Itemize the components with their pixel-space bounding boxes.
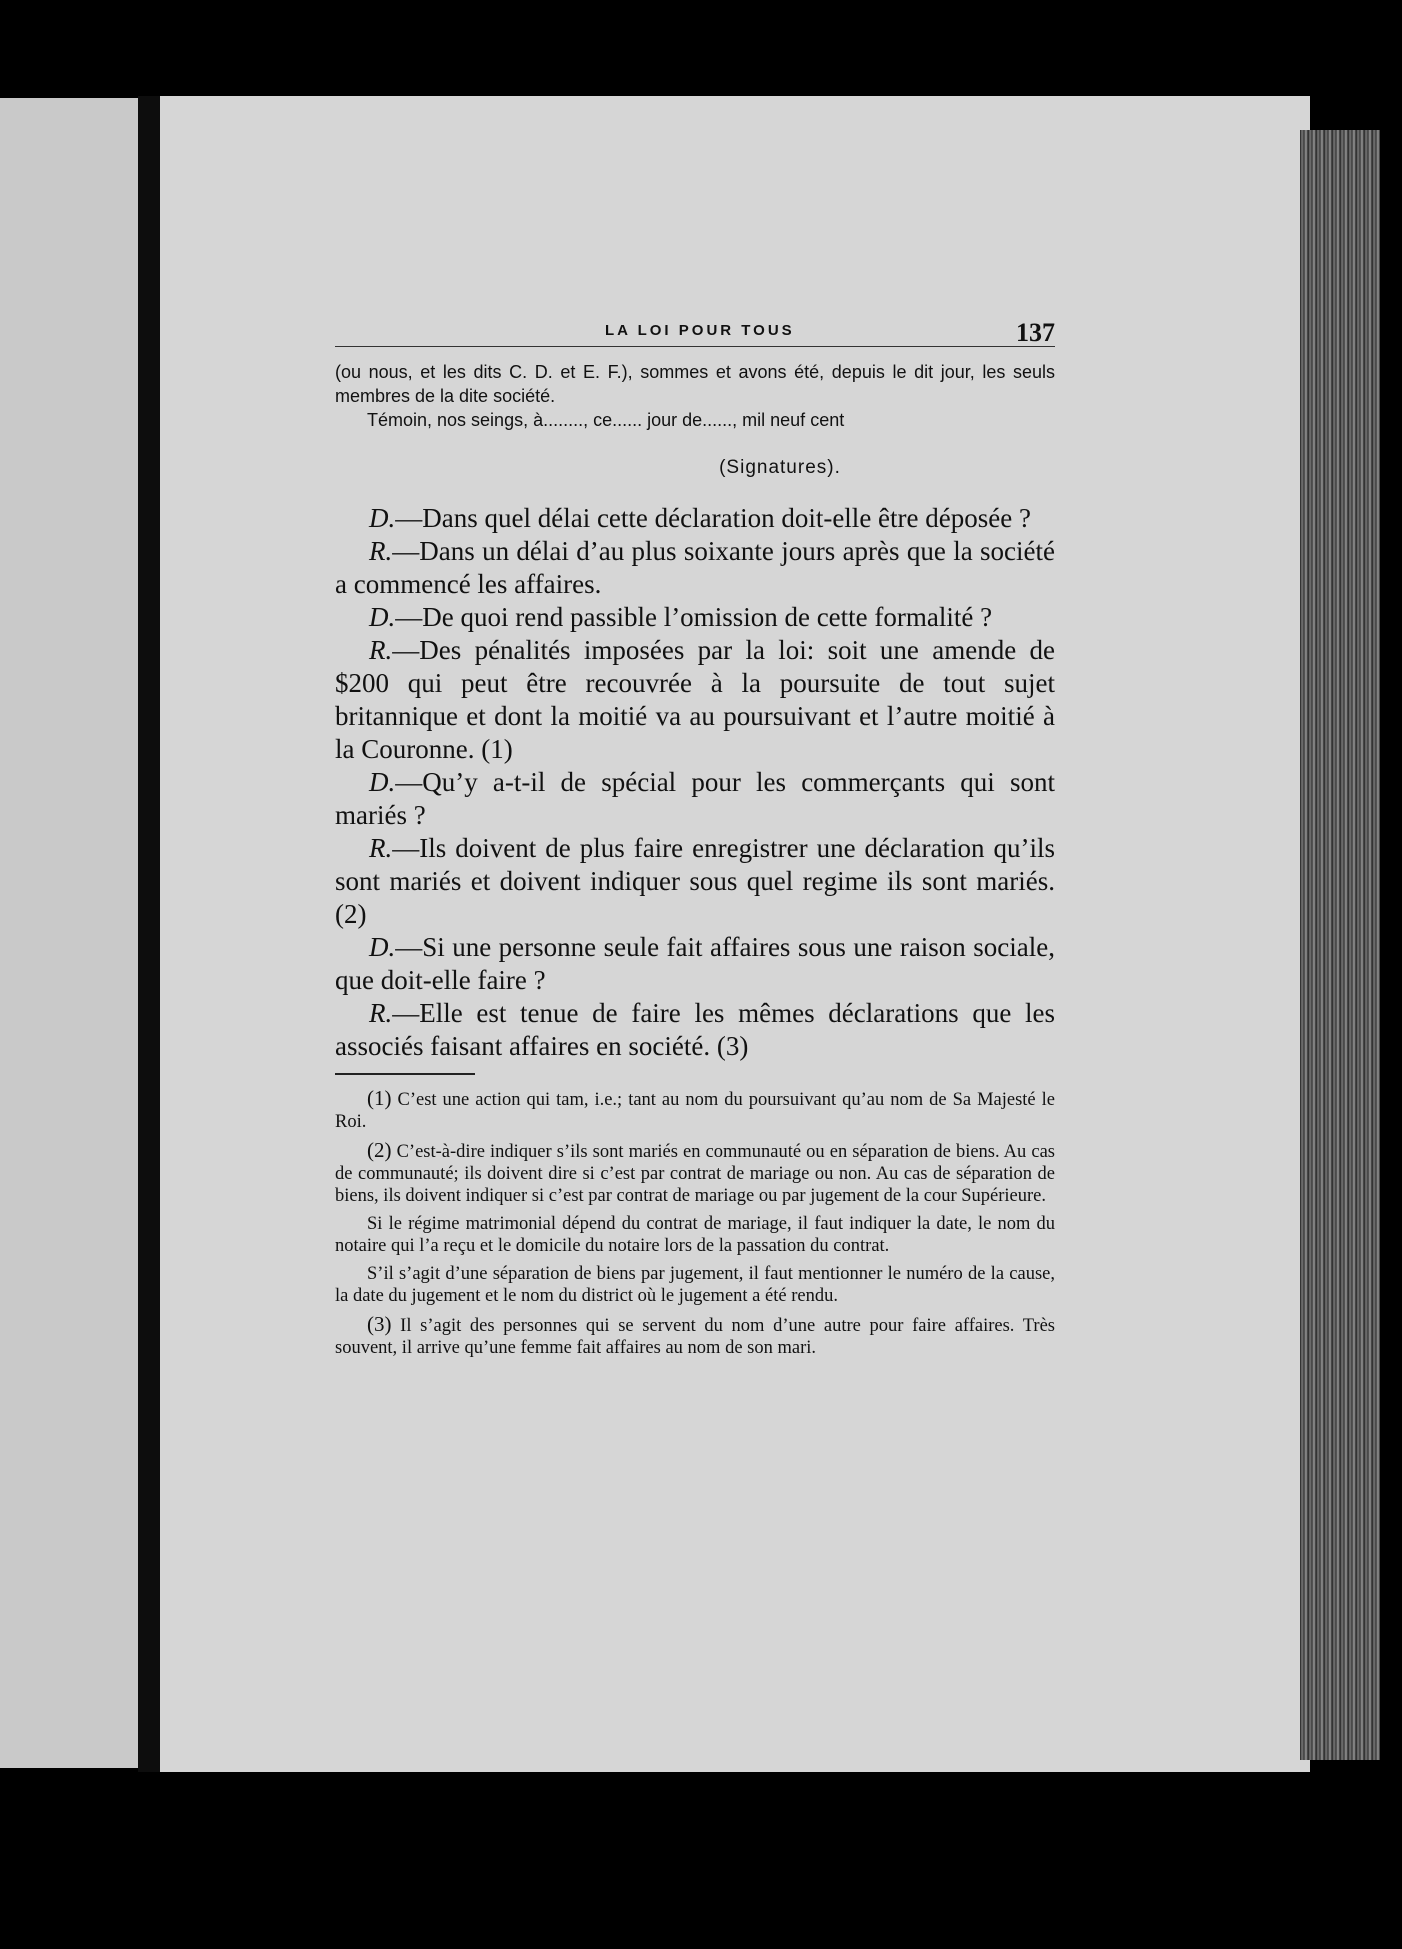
qa-item — [335, 634, 1055, 766]
footnote-continuation — [335, 1213, 1055, 1257]
footnote-number: (2) — [367, 1138, 392, 1162]
footnote-continuation — [335, 1263, 1055, 1307]
qa-label: R. — [369, 635, 393, 665]
qa-label: R. — [369, 536, 393, 566]
qa-text: —Qu’y a-t-il de spécial pour les commerçants qui sont mariés ? — [335, 767, 1055, 830]
intro-paragraph: (ou nous, et les dits C. D. et E. F.), sommes et avons été, depuis le dit jour, les seuls membres de la dite société. — [335, 362, 1055, 406]
page-edges — [1300, 130, 1380, 1760]
qa-item — [335, 535, 1055, 601]
page-content — [335, 318, 1055, 1365]
running-head — [335, 318, 1055, 360]
page-number: 137 — [1016, 318, 1055, 347]
qa-text: —Dans un délai d’au plus soixante jours après que la société a commencé les affaires. — [335, 536, 1055, 599]
qa-label: D. — [369, 767, 396, 797]
signatures-line: (Signatures). — [719, 457, 841, 478]
footnote-number: (3) — [367, 1312, 392, 1336]
footnote — [335, 1139, 1055, 1207]
qa-item — [335, 931, 1055, 997]
footnote-text: Il s’agit des personnes qui se servent du nom d’une autre pour faire affaires. Très souvent, il arrive qu’une femme fait affaires au nom de son mari. — [335, 1316, 1055, 1358]
qa-text: —Elle est tenue de faire les mêmes déclarations que les associés faisant affaires en société. (3) — [335, 998, 1055, 1061]
running-head-title: LA LOI POUR TOUS — [605, 322, 795, 339]
footnote-text: C’est une action qui tam, i.e.; tant au nom du poursuivant qu’au nom de Sa Majesté le Roi. — [335, 1090, 1055, 1132]
footnote-text: S’il s’agit d’une séparation de biens par jugement, il faut mentionner le numéro de la cause, la date du jugement et le nom du district où le jugement a été rendu. — [335, 1264, 1055, 1306]
qa-label: D. — [369, 932, 396, 962]
qa-item — [335, 997, 1055, 1063]
qa-item — [335, 601, 1055, 634]
book-spine — [138, 96, 162, 1772]
qa-text: —Ils doivent de plus faire enregistrer une déclaration qu’ils sont mariés et doivent indiquer sous quel regime ils sont mariés. (2) — [335, 833, 1055, 929]
qa-label: R. — [369, 833, 393, 863]
qa-item — [335, 832, 1055, 931]
footnote-text: Si le régime matrimonial dépend du contrat de mariage, il faut indiquer la date, le nom du notaire qui l’a reçu et le domicile du notaire lors de la passation du contrat. — [335, 1214, 1055, 1256]
footnote — [335, 1313, 1055, 1359]
footnote — [335, 1087, 1055, 1133]
qa-item — [335, 766, 1055, 832]
qa-text: —Dans quel délai cette déclaration doit-elle être déposée ? — [395, 503, 1031, 533]
footnote-rule — [335, 1073, 475, 1075]
footnote-text: C’est-à-dire indiquer s’ils sont mariés en communauté ou en séparation de biens. Au cas de communauté; ils doivent dire si c’est par contrat de mariage ou non. Au cas de séparation de biens, ils doivent indiquer si c’est par contrat de mariage ou par jugement de la cour Supérieure. — [335, 1142, 1056, 1206]
qa-text: —Si une personne seule fait affaires sous une raison sociale, que doit-elle faire ? — [335, 932, 1055, 995]
header-rule — [335, 346, 1055, 347]
facing-page-edge — [0, 98, 140, 1768]
witness-line: Témoin, nos seings, à........, ce...... jour de......, mil neuf cent — [367, 410, 845, 430]
qa-label: D. — [369, 602, 396, 632]
footnote-number: (1) — [367, 1086, 392, 1110]
qa-label: R. — [369, 998, 393, 1028]
qa-text: —De quoi rend passible l’omission de cette formalité ? — [395, 602, 993, 632]
qa-item — [335, 502, 1055, 535]
qa-text: —Des pénalités imposées par la loi: soit une amende de $200 qui peut être recouvrée à la poursuite de tout sujet britannique et dont la moitié va au poursuivant et l’autre moitié à la Couronne. (1) — [335, 635, 1055, 764]
qa-label: D. — [369, 503, 396, 533]
